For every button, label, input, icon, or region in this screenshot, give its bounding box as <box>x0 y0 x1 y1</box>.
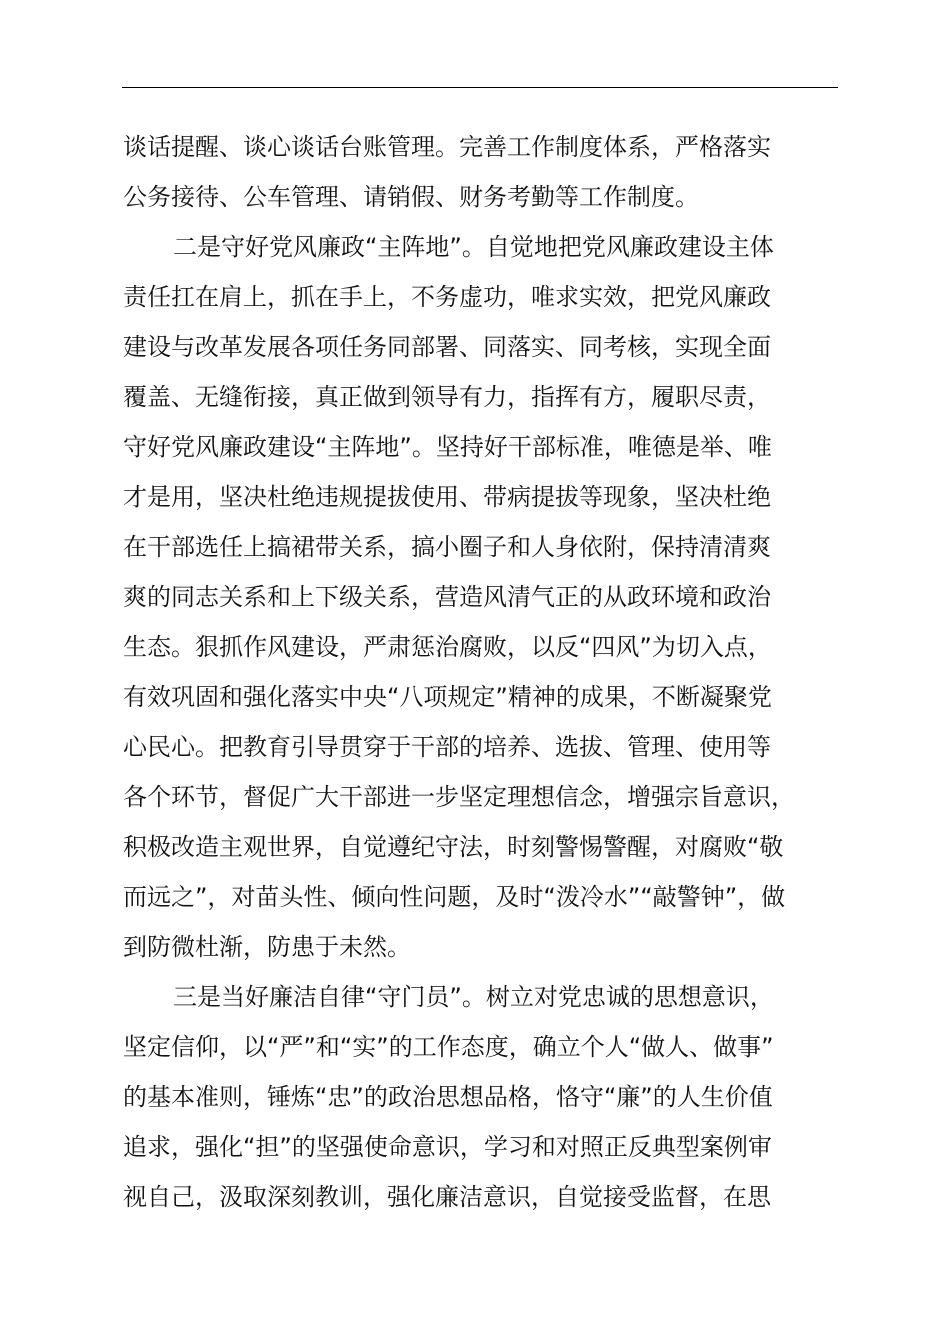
text-line: 积极改造主观世界，自觉遵纪守法，时刻警惕警醒，对腐败“敬 <box>123 833 784 861</box>
text-line: 追求，强化“担”的坚强使命意识，学习和对照正反典型案例审 <box>123 1133 772 1161</box>
paragraph-start-line: 二是守好党风廉政“主阵地”。自觉地把党风廉政建设主体 <box>173 233 774 261</box>
text-line: 视自己，汲取深刻教训，强化廉洁意识，自觉接受监督，在思 <box>123 1183 771 1211</box>
text-line: 而远之”，对苗头性、倾向性问题，及时“泼冷水”“敲警钟”，做 <box>123 883 786 911</box>
text-line: 在干部选任上搞裙带关系，搞小圈子和人身依附，保持清清爽 <box>123 533 771 561</box>
text-line: 坚定信仰，以“严”和“实”的工作态度，确立个人“做人、做事” <box>123 1033 774 1061</box>
text-line: 守好党风廉政建设“主阵地”。坚持好干部标准，唯德是举、唯 <box>123 433 772 461</box>
text-line: 有效巩固和强化落实中央“八项规定”精神的成果，不断凝聚党 <box>123 683 772 711</box>
text-line: 各个环节，督促广大干部进一步坚定理想信念，增强宗旨意识， <box>123 783 795 811</box>
text-line: 公务接待、公车管理、请销假、财务考勤等工作制度。 <box>123 183 699 211</box>
text-line: 的基本准则，锤炼“忠”的政治思想品格，恪守“廉”的人生价值 <box>123 1083 773 1111</box>
text-line: 爽的同志关系和上下级关系，营造风清气正的从政环境和政治 <box>123 583 771 611</box>
paragraph-start-line: 三是当好廉洁自律“守门员”。树立对党忠诚的思想意识， <box>173 983 774 1011</box>
text-line: 心民心。把教育引导贯穿于干部的培养、选拔、管理、使用等 <box>123 733 771 761</box>
text-line: 覆盖、无缝衔接，真正做到领导有力，指挥有方，履职尽责， <box>123 383 771 411</box>
text-line: 建设与改革发展各项任务同部署、同落实、同考核，实现全面 <box>123 333 771 361</box>
text-line: 才是用，坚决杜绝违规提拔使用、带病提拔等现象，坚决杜绝 <box>123 483 771 511</box>
text-line: 谈话提醒、谈心谈话台账管理。完善工作制度体系，严格落实 <box>123 133 771 161</box>
text-line: 责任扛在肩上，抓在手上，不务虚功，唯求实效，把党风廉政 <box>123 283 771 311</box>
text-line: 生态。狠抓作风建设，严肃惩治腐败，以反“四风”为切入点， <box>123 633 772 661</box>
text-line: 到防微杜渐，防患于未然。 <box>123 933 411 961</box>
